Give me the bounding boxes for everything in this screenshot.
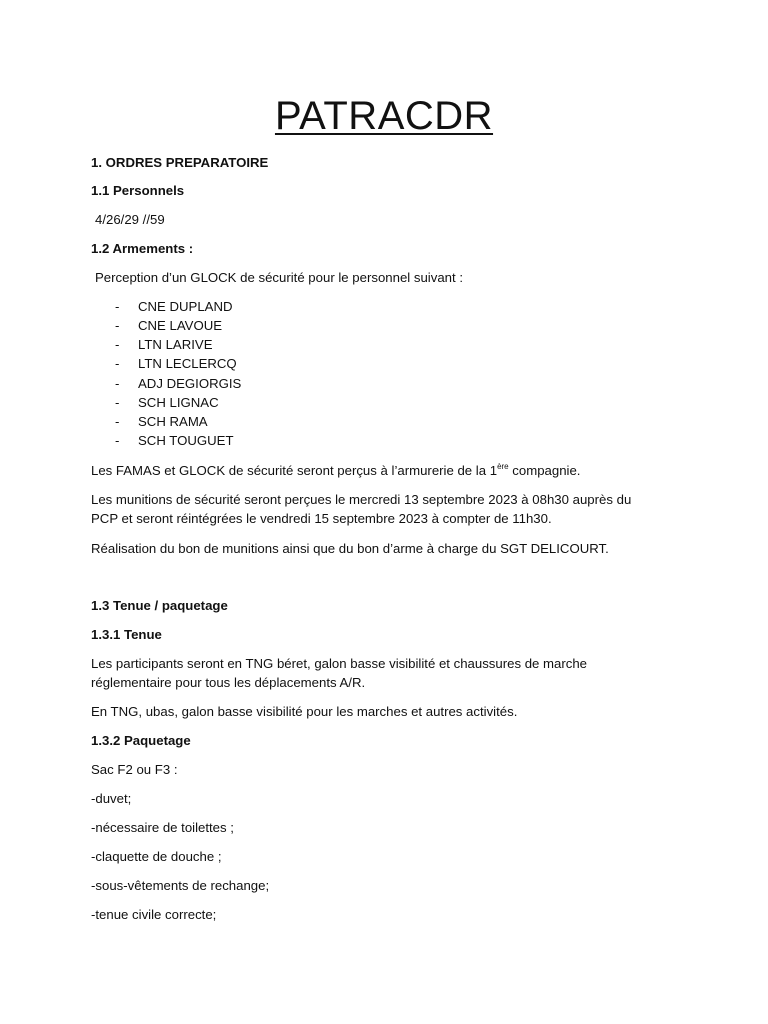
list-item: -tenue civile correcte; xyxy=(91,907,217,922)
tenue-line-2: réglementaire pour tous les déplacements A/R. xyxy=(91,675,366,690)
list-dash: - xyxy=(115,395,120,410)
famas-text: Les FAMAS et GLOCK de sécurité seront perçus à l’armurerie de la 1 xyxy=(91,463,498,478)
document-title: PATRACDR xyxy=(274,94,494,138)
list-dash: - xyxy=(115,318,120,333)
tenue-line-1: Les participants seront en TNG béret, galon basse visibilité et chaussures de marche xyxy=(91,656,588,671)
section-1-2-heading: 1.2 Armements : xyxy=(91,241,194,256)
section-1-1-heading: 1.1 Personnels xyxy=(91,183,185,198)
list-item: -nécessaire de toilettes ; xyxy=(91,820,234,835)
famas-paragraph xyxy=(91,462,580,480)
list-dash: - xyxy=(115,337,120,352)
list-item: -sous-vêtements de rechange; xyxy=(91,878,270,893)
munitions-line-2: PCP et seront réintégrées le vendredi 15 septembre 2023 à compter de 11h30. xyxy=(91,511,552,526)
realisation-paragraph: Réalisation du bon de munitions ainsi que du bon d’arme à charge du SGT DELICOURT. xyxy=(91,541,609,556)
personnels-value: 4/26/29 //59 xyxy=(95,212,165,227)
list-item: CNE LAVOUE xyxy=(138,318,223,333)
list-item: SCH RAMA xyxy=(138,414,208,429)
list-item: -duvet; xyxy=(91,791,132,806)
famas-superscript: ère xyxy=(497,462,509,471)
section-1-3-heading: 1.3 Tenue / paquetage xyxy=(91,598,228,613)
list-dash: - xyxy=(115,356,120,371)
section-1-3-1-heading: 1.3.1 Tenue xyxy=(91,627,162,642)
armements-intro: Perception d’un GLOCK de sécurité pour le personnel suivant : xyxy=(95,270,463,285)
list-dash: - xyxy=(115,414,120,429)
list-item: -claquette de douche ; xyxy=(91,849,222,864)
sac-line: Sac F2 ou F3 : xyxy=(91,762,178,777)
list-item: SCH TOUGUET xyxy=(138,433,234,448)
list-item: CNE DUPLAND xyxy=(138,299,233,314)
tenue-line-3: En TNG, ubas, galon basse visibilité pour les marches et autres activités. xyxy=(91,704,518,719)
munitions-line-1: Les munitions de sécurité seront perçues le mercredi 13 septembre 2023 à 08h30 auprès du xyxy=(91,492,632,507)
list-dash: - xyxy=(115,299,120,314)
list-item: LTN LARIVE xyxy=(138,337,213,352)
list-item: ADJ DEGIORGIS xyxy=(138,376,242,391)
famas-text-end: compagnie. xyxy=(508,463,581,478)
section-1-3-2-heading: 1.3.2 Paquetage xyxy=(91,733,191,748)
list-dash: - xyxy=(115,433,120,448)
section-1-heading: 1. ORDRES PREPARATOIRE xyxy=(91,155,269,170)
list-item: SCH LIGNAC xyxy=(138,395,219,410)
list-dash: - xyxy=(115,376,120,391)
list-item: LTN LECLERCQ xyxy=(138,356,237,371)
